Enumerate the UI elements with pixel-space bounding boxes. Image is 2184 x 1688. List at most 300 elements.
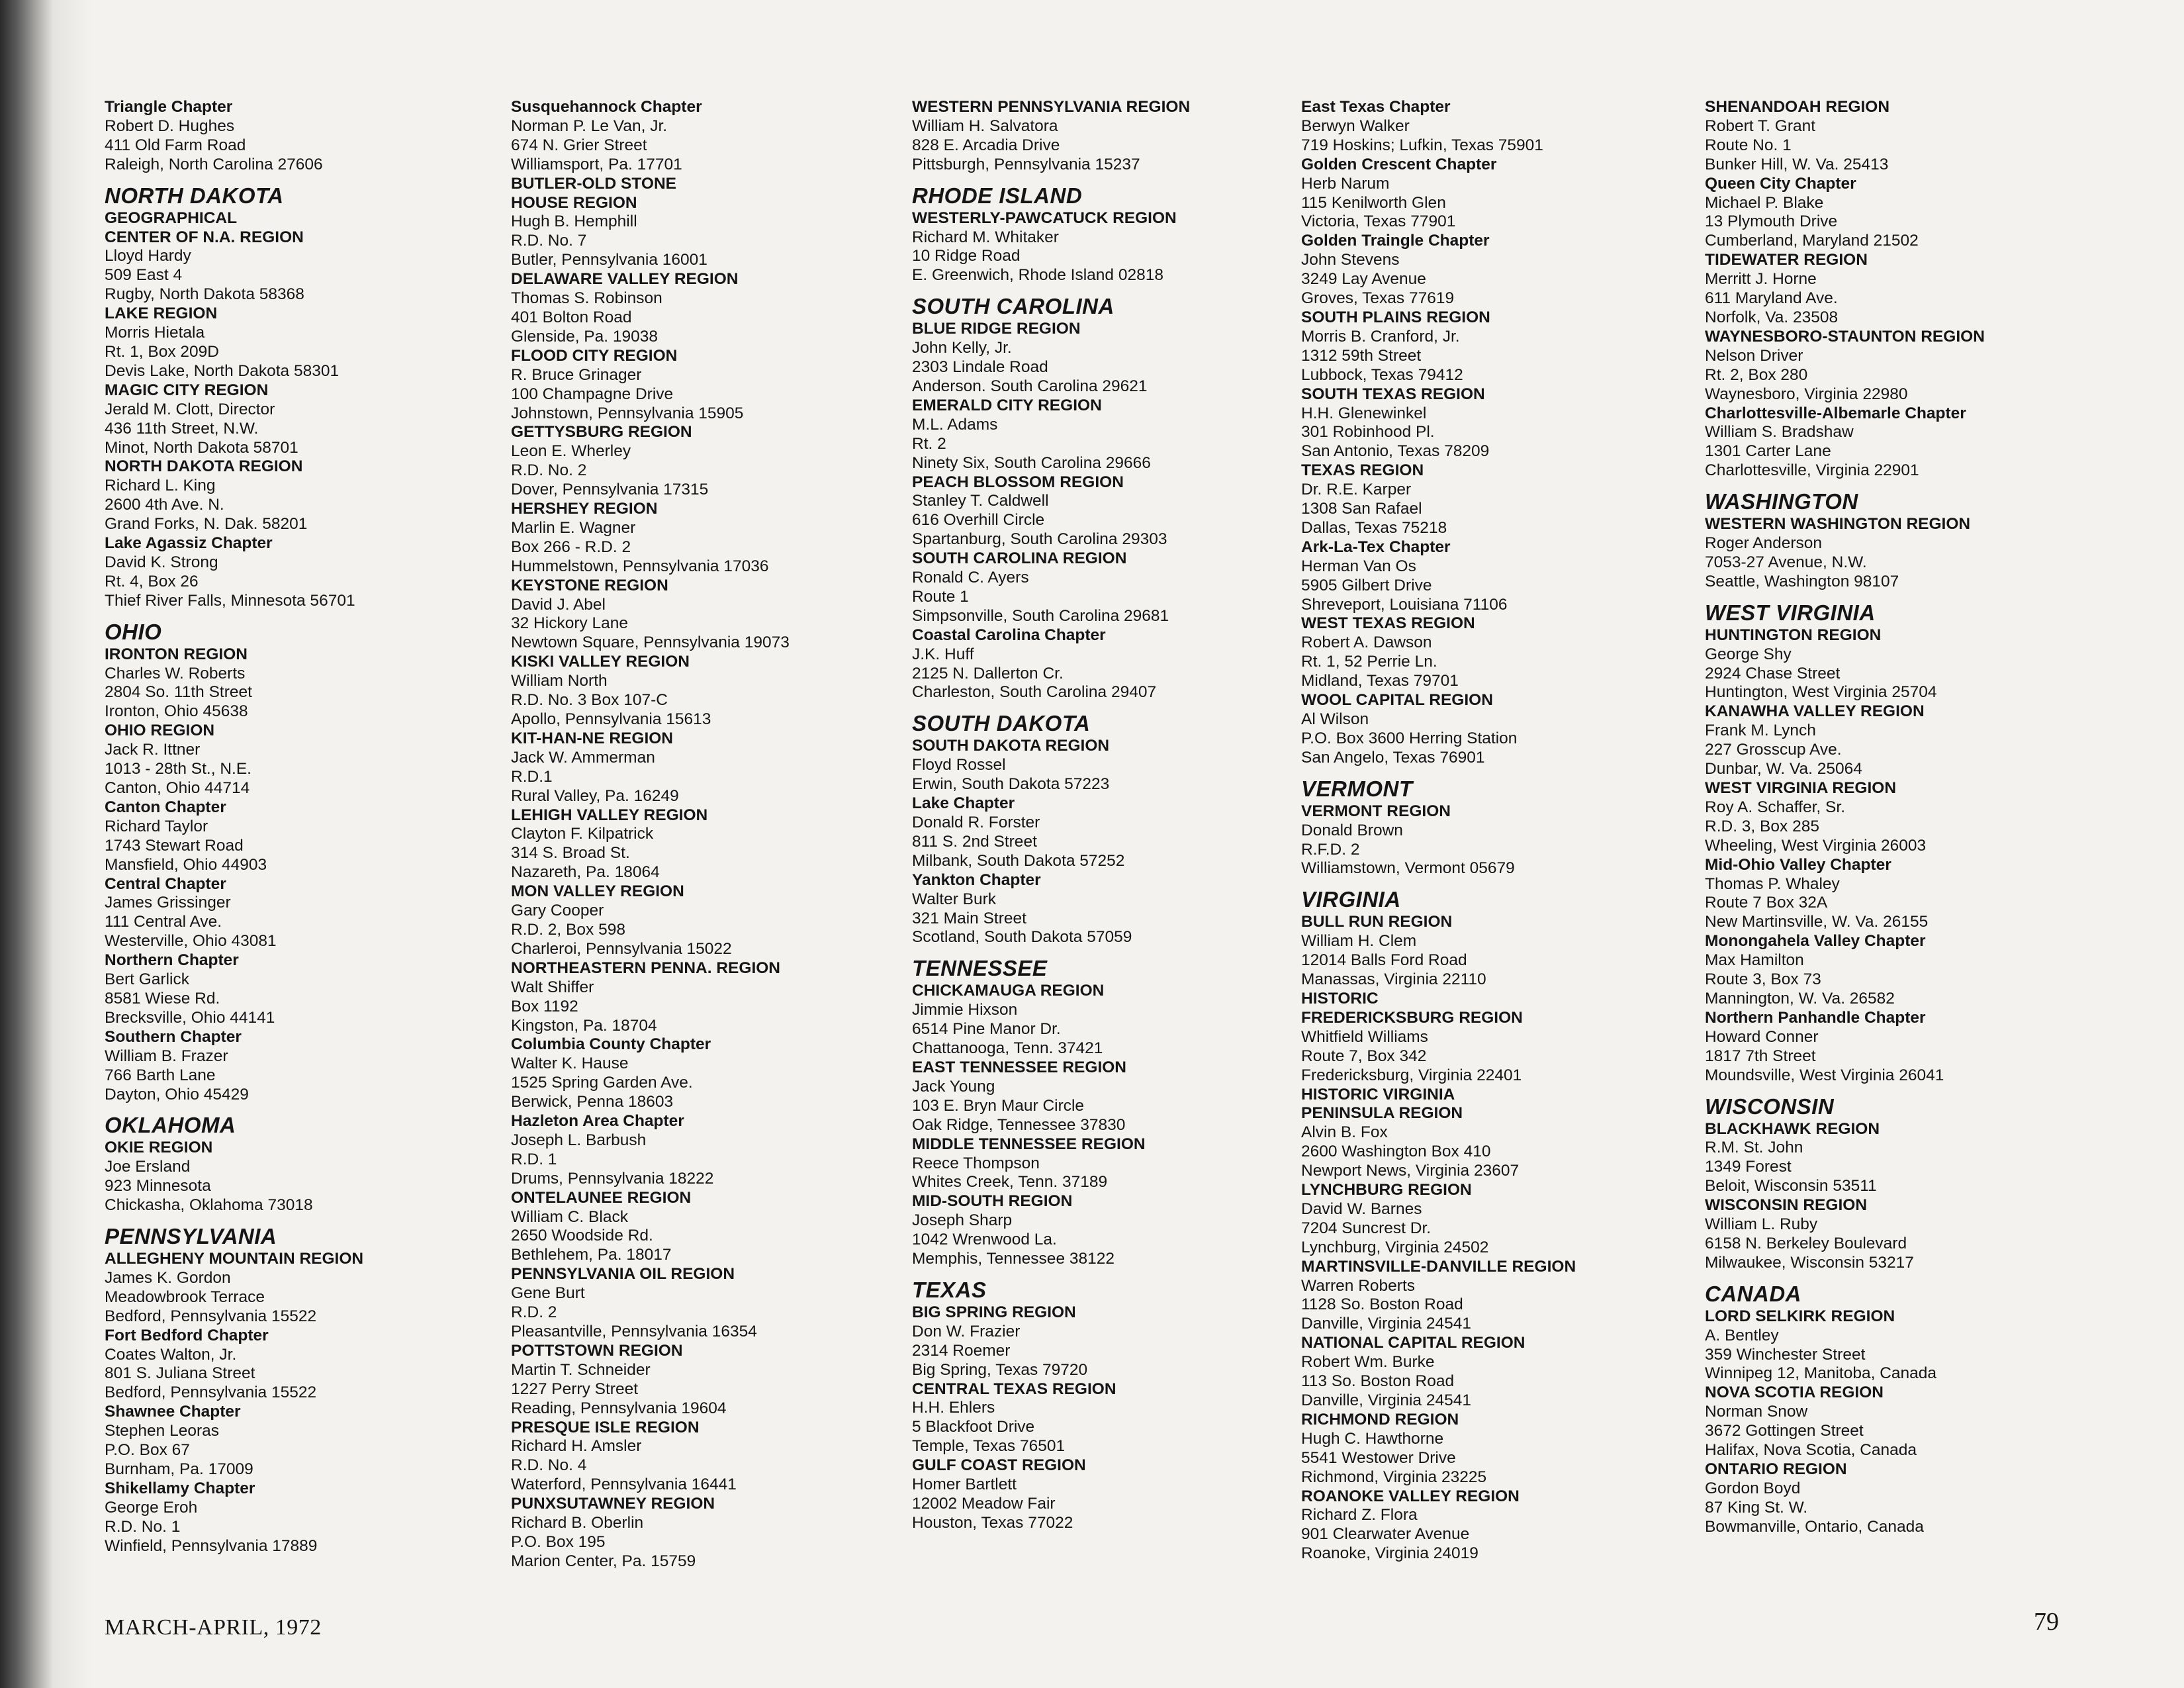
- entry-title: NATIONAL CAPITAL REGION: [1301, 1334, 1525, 1352]
- directory-entry: [105, 1028, 363, 1105]
- entry-title: BIG SPRING REGION: [912, 1303, 1076, 1321]
- entry-line: 411 Old Farm Road: [105, 136, 246, 154]
- directory-entry: [1301, 156, 1576, 232]
- entry-line: Meadowbrook Terrace: [105, 1288, 265, 1306]
- entry-line: Simpsonville, South Carolina 29681: [912, 606, 1169, 625]
- entry-title: WESTERLY-PAWCATUCK REGION: [912, 209, 1177, 227]
- entry-title: SHENANDOAH REGION: [1705, 98, 1890, 116]
- directory-entry: [1705, 856, 1985, 933]
- directory-entry: [1705, 404, 1985, 481]
- directory-entry: [912, 473, 1190, 550]
- entry-title: EAST TENNESSEE REGION: [912, 1058, 1127, 1076]
- entry-line: Ninety Six, South Carolina 29666: [912, 453, 1151, 472]
- directory-entry: [511, 806, 790, 883]
- entry-line: R.D. 1: [511, 1150, 557, 1168]
- entry-line: Clayton F. Kilpatrick: [511, 825, 654, 843]
- directory-entry: [1301, 913, 1576, 990]
- entry-line: 901 Clearwater Avenue: [1301, 1525, 1470, 1544]
- entry-line: Reece Thompson: [912, 1154, 1040, 1172]
- state-heading: PENNSYLVANIA: [105, 1224, 277, 1249]
- directory-entry: [511, 423, 790, 500]
- entry-line: Charles W. Roberts: [105, 664, 246, 682]
- entry-line: 113 So. Boston Road: [1301, 1372, 1455, 1391]
- entry-line: William B. Frazer: [105, 1047, 228, 1065]
- entry-line: Merritt J. Horne: [1705, 270, 1817, 289]
- entry-line: Walter Burk: [912, 890, 997, 908]
- entry-line: 2303 Lindale Road: [912, 358, 1048, 377]
- entry-title: FLOOD CITY REGION: [511, 346, 678, 365]
- entry-title: MIDDLE TENNESSEE REGION: [912, 1135, 1146, 1153]
- entry-line: 111 Central Ave.: [105, 913, 222, 931]
- entry-line: Oak Ridge, Tennessee 37830: [912, 1115, 1126, 1134]
- entry-line: 674 N. Grier Street: [511, 136, 647, 154]
- entry-line: Box 266 - R.D. 2: [511, 538, 631, 556]
- entry-line: 2924 Chase Street: [1705, 664, 1841, 682]
- entry-line: Temple, Texas 76501: [912, 1437, 1066, 1456]
- entry-title: Yankton Chapter: [912, 870, 1041, 889]
- entry-line: Stanley T. Caldwell: [912, 492, 1049, 510]
- entry-title: CENTRAL TEXAS REGION: [912, 1380, 1116, 1398]
- directory-entry: [1301, 1411, 1576, 1487]
- entry-line: Bethlehem, Pa. 18017: [511, 1246, 672, 1264]
- state-heading: RHODE ISLAND: [912, 183, 1083, 208]
- entry-line: Max Hamilton: [1705, 951, 1804, 970]
- directory-entry: [1301, 990, 1576, 1086]
- entry-title: HOUSE REGION: [511, 193, 637, 212]
- entry-line: 1042 Wrenwood La.: [912, 1231, 1057, 1249]
- directory-entry: [1301, 1181, 1576, 1258]
- state-heading: VIRGINIA: [1301, 887, 1401, 912]
- entry-title: ALLEGHENY MOUNTAIN REGION: [105, 1250, 364, 1268]
- entry-line: 1308 San Rafael: [1301, 500, 1422, 518]
- directory-entry: [511, 1419, 790, 1495]
- entry-line: Gordon Boyd: [1705, 1479, 1801, 1497]
- directory-entry: [912, 549, 1190, 626]
- state-heading: OKLAHOMA: [105, 1113, 236, 1138]
- entry-title: FREDERICKSBURG REGION: [1301, 1008, 1523, 1027]
- directory-entry: [912, 982, 1190, 1058]
- directory-entry: [1301, 802, 1576, 879]
- entry-line: Donald R. Forster: [912, 814, 1040, 831]
- directory-entry: [511, 882, 790, 959]
- entry-line: Dover, Pennsylvania 17315: [511, 481, 709, 499]
- entry-title: GULF COAST REGION: [912, 1456, 1086, 1475]
- entry-line: Nazareth, Pa. 18064: [511, 863, 660, 882]
- entry-line: E. Greenwich, Rhode Island 02818: [912, 266, 1163, 285]
- entry-title: PUNXSUTAWNEY REGION: [511, 1495, 715, 1513]
- directory-entry: [105, 1327, 363, 1403]
- directory-entry: [912, 1456, 1190, 1533]
- entry-line: R.D. No. 2: [511, 461, 587, 480]
- entry-title: HISTORIC VIRGINIA: [1301, 1085, 1455, 1103]
- entry-line: Grand Forks, N. Dak. 58201: [105, 515, 308, 534]
- entry-title: WEST TEXAS REGION: [1301, 614, 1475, 633]
- entry-line: Mannington, W. Va. 26582: [1705, 989, 1895, 1008]
- entry-line: Berwyn Walker: [1301, 117, 1410, 135]
- entry-line: William North: [511, 672, 608, 690]
- directory-entry: [1301, 614, 1576, 691]
- entry-line: Don W. Frazier: [912, 1322, 1021, 1340]
- entry-line: Moundsville, West Virginia 26041: [1705, 1066, 1944, 1084]
- entry-line: 509 East 4: [105, 266, 183, 285]
- directory-entry: [1705, 779, 1985, 856]
- entry-line: Robert A. Dawson: [1301, 633, 1432, 652]
- entry-line: 32 Hickory Lane: [511, 614, 629, 633]
- directory-entry: [1301, 308, 1576, 385]
- entry-title: LEHIGH VALLEY REGION: [511, 806, 708, 824]
- entry-line: 5541 Westower Drive: [1301, 1448, 1456, 1467]
- entry-line: Rt. 4, Box 26: [105, 572, 199, 590]
- entry-line: Richard M. Whitaker: [912, 228, 1059, 246]
- directory-entry: [1705, 328, 1985, 404]
- entry-title: WAYNESBORO-STAUNTON REGION: [1705, 327, 1985, 346]
- entry-line: 436 11th Street, N.W.: [105, 419, 259, 438]
- entry-title: LORD SELKIRK REGION: [1705, 1307, 1895, 1325]
- directory-entry: [1301, 691, 1576, 768]
- directory-entry: [511, 1189, 790, 1266]
- entry-line: Houston, Texas 77022: [912, 1513, 1073, 1532]
- state-heading: TENNESSEE: [912, 956, 1048, 981]
- entry-line: J.K. Huff: [912, 645, 974, 663]
- entry-line: Waynesboro, Virginia 22980: [1705, 385, 1908, 403]
- entry-title: LYNCHBURG REGION: [1301, 1181, 1472, 1199]
- entry-line: Reading, Pennsylvania 19604: [511, 1399, 727, 1417]
- directory-entry: [105, 1139, 363, 1215]
- entry-line: Alvin B. Fox: [1301, 1123, 1388, 1142]
- directory-entry: [511, 98, 790, 175]
- entry-title: TEXAS REGION: [1301, 461, 1424, 480]
- entry-line: Williamstown, Vermont 05679: [1301, 859, 1515, 878]
- entry-title: Golden Crescent Chapter: [1301, 155, 1497, 173]
- entry-title: Mid-Ohio Valley Chapter: [1705, 855, 1891, 874]
- entry-line: 611 Maryland Ave.: [1705, 289, 1838, 308]
- entry-title: WISCONSIN REGION: [1705, 1196, 1868, 1215]
- entry-line: Dr. R.E. Karper: [1301, 481, 1412, 499]
- entry-line: Brecksville, Ohio 44141: [105, 1008, 275, 1027]
- state-heading: WISCONSIN: [1705, 1094, 1835, 1119]
- entry-line: Westerville, Ohio 43081: [105, 932, 277, 951]
- entry-line: 10 Ridge Road: [912, 247, 1021, 265]
- entry-title: DELAWARE VALLEY REGION: [511, 270, 739, 289]
- state-heading: OHIO: [105, 619, 162, 644]
- entry-line: Stephen Leoras: [105, 1422, 219, 1440]
- directory-entry: [511, 175, 790, 271]
- entry-line: Bowmanville, Ontario, Canada: [1705, 1517, 1924, 1536]
- directory-entry: [105, 1403, 363, 1479]
- directory-entry: [912, 1380, 1190, 1457]
- entry-line: David J. Abel: [511, 595, 606, 614]
- entry-line: Rugby, North Dakota 58368: [105, 285, 304, 304]
- directory-entry: [105, 1479, 363, 1556]
- entry-line: Route 3, Box 73: [1705, 970, 1821, 989]
- directory-entry: [105, 951, 363, 1028]
- entry-title: OKIE REGION: [105, 1139, 213, 1157]
- state-heading: NORTH DAKOTA: [105, 183, 284, 208]
- entry-line: Charleroi, Pennsylvania 15022: [511, 939, 732, 958]
- entry-line: Berwick, Penna 18603: [511, 1093, 674, 1111]
- directory-entry: [511, 1112, 790, 1189]
- entry-line: Jimmie Hixson: [912, 1001, 1018, 1019]
- entry-line: Hugh C. Hawthorne: [1301, 1429, 1444, 1448]
- entry-line: Charlottesville, Virginia 22901: [1705, 461, 1919, 480]
- entry-title: Queen City Chapter: [1705, 174, 1856, 193]
- entry-line: Martin T. Schneider: [511, 1360, 651, 1379]
- entry-line: Bert Garlick: [105, 970, 189, 989]
- entry-title: Central Chapter: [105, 874, 226, 893]
- entry-title: POTTSTOWN REGION: [511, 1341, 683, 1360]
- state-heading: SOUTH CAROLINA: [912, 294, 1115, 319]
- directory-entry: [912, 737, 1190, 794]
- entry-line: Gary Cooper: [511, 902, 604, 920]
- entry-line: 616 Overhill Circle: [912, 511, 1045, 530]
- entry-line: Raleigh, North Carolina 27606: [105, 155, 323, 173]
- state-heading: TEXAS: [912, 1277, 987, 1302]
- entry-line: H.H. Ehlers: [912, 1399, 995, 1417]
- entry-line: Norman Snow: [1705, 1403, 1808, 1421]
- state-heading: WASHINGTON: [1705, 489, 1858, 514]
- entry-line: 1301 Carter Lane: [1705, 442, 1831, 461]
- directory-entry: [105, 645, 363, 722]
- entry-line: Floyd Rossel: [912, 756, 1006, 774]
- directory-entry: [105, 98, 363, 175]
- entry-line: John Kelly, Jr.: [912, 339, 1012, 357]
- entry-title: Triangle Chapter: [105, 98, 233, 116]
- directory-entry: [1705, 175, 1985, 252]
- entry-line: R.D. No. 4: [511, 1456, 587, 1475]
- entry-line: 2650 Woodside Rd.: [511, 1227, 653, 1245]
- directory-entry: [511, 1342, 790, 1419]
- entry-line: Michael P. Blake: [1705, 193, 1824, 212]
- entry-line: 103 E. Bryn Maur Circle: [912, 1096, 1085, 1115]
- entry-line: P.O. Box 3600 Herring Station: [1301, 729, 1518, 747]
- entry-title: MARTINSVILLE-DANVILLE REGION: [1301, 1257, 1576, 1276]
- entry-line: Route 7, Box 342: [1301, 1047, 1427, 1065]
- directory-entry: [511, 1265, 790, 1342]
- entry-title: PEACH BLOSSOM REGION: [912, 473, 1124, 491]
- entry-line: 100 Champagne Drive: [511, 385, 674, 403]
- entry-line: Whitfield Williams: [1301, 1027, 1428, 1046]
- entry-line: Rt. 2: [912, 434, 946, 453]
- entry-line: San Angelo, Texas 76901: [1301, 748, 1485, 767]
- entry-line: Route No. 1: [1705, 136, 1792, 154]
- directory-entry: [511, 1495, 790, 1571]
- directory-entry: [1705, 932, 1985, 1009]
- entry-line: Hugh B. Hemphill: [511, 212, 637, 231]
- directory-entry: [1705, 1196, 1985, 1273]
- entry-line: Richard Taylor: [105, 817, 208, 835]
- entry-title: NOVA SCOTIA REGION: [1705, 1383, 1884, 1402]
- entry-line: Howard Conner: [1705, 1027, 1819, 1046]
- entry-line: James Grissinger: [105, 894, 231, 912]
- entry-line: Warren Roberts: [1301, 1276, 1416, 1295]
- entry-line: Marion Center, Pa. 15759: [511, 1552, 696, 1570]
- directory-entry: [511, 959, 790, 1036]
- page-gutter-shade: [53, 0, 93, 1688]
- entry-line: 5905 Gilbert Drive: [1301, 576, 1432, 594]
- entry-line: Chattanooga, Tenn. 37421: [912, 1039, 1103, 1058]
- entry-line: Richard L. King: [105, 477, 216, 495]
- entry-title: Charlottesville-Albemarle Chapter: [1705, 404, 1966, 422]
- entry-line: Lynchburg, Virginia 24502: [1301, 1238, 1489, 1256]
- entry-line: Herman Van Os: [1301, 557, 1416, 575]
- entry-line: 7053-27 Avenue, N.W.: [1705, 553, 1867, 571]
- entry-title: BLACKHAWK REGION: [1705, 1119, 1880, 1138]
- entry-line: 2804 So. 11th Street: [105, 683, 252, 702]
- entry-line: Robert Wm. Burke: [1301, 1353, 1435, 1372]
- directory-entry: [511, 1035, 790, 1112]
- entry-line: 12002 Meadow Fair: [912, 1495, 1056, 1513]
- entry-line: William H. Clem: [1301, 932, 1417, 951]
- entry-line: 1525 Spring Garden Ave.: [511, 1074, 693, 1092]
- entry-title: HISTORIC: [1301, 989, 1379, 1008]
- entry-title: Hazleton Area Chapter: [511, 1112, 684, 1131]
- entry-line: M.L. Adams: [912, 415, 998, 434]
- directory-column-5: [1705, 98, 1985, 1537]
- entry-line: George Eroh: [105, 1498, 198, 1517]
- entry-line: 811 S. 2nd Street: [912, 832, 1037, 851]
- entry-line: Groves, Texas 77619: [1301, 289, 1455, 308]
- directory-entry: [1705, 98, 1985, 175]
- entry-title: OHIO REGION: [105, 722, 215, 740]
- state-heading: WEST VIRGINIA: [1705, 600, 1876, 625]
- entry-line: Apollo, Pennsylvania 15613: [511, 710, 711, 728]
- directory-entry: [1301, 1487, 1576, 1564]
- entry-title: HUNTINGTON REGION: [1705, 626, 1882, 644]
- directory-entry: [912, 320, 1190, 397]
- entry-title: KANAWHA VALLEY REGION: [1705, 702, 1925, 721]
- entry-title: GEOGRAPHICAL: [105, 209, 238, 227]
- entry-line: Rural Valley, Pa. 16249: [511, 786, 679, 805]
- entry-line: Norman P. Le Van, Jr.: [511, 117, 668, 135]
- entry-line: Jack Young: [912, 1077, 995, 1096]
- entry-line: William C. Black: [511, 1207, 628, 1226]
- entry-title: Lake Chapter: [912, 794, 1015, 813]
- entry-title: Coastal Carolina Chapter: [912, 626, 1106, 644]
- entry-title: WESTERN PENNSYLVANIA REGION: [912, 98, 1191, 116]
- directory-entry: [1301, 461, 1576, 538]
- entry-line: Richard H. Amsler: [511, 1437, 642, 1456]
- entry-line: David K. Strong: [105, 553, 218, 571]
- directory-entry: [912, 98, 1190, 175]
- entry-line: R.D. 3, Box 285: [1705, 817, 1819, 835]
- entry-line: Kingston, Pa. 18704: [511, 1016, 657, 1035]
- entry-line: Roger Anderson: [1705, 534, 1823, 553]
- entry-title: Ark-La-Tex Chapter: [1301, 538, 1451, 556]
- directory-entry: [105, 305, 363, 381]
- entry-line: Norfolk, Va. 23508: [1705, 308, 1839, 326]
- entry-line: Herb Narum: [1301, 174, 1390, 193]
- directory-column-4: [1301, 98, 1576, 1564]
- entry-line: Bedford, Pennsylvania 15522: [105, 1307, 317, 1325]
- entry-line: Hummelstown, Pennsylvania 17036: [511, 557, 769, 575]
- directory-entry: [1301, 98, 1576, 156]
- entry-title: Southern Chapter: [105, 1027, 242, 1046]
- entry-line: Bedford, Pennsylvania 15522: [105, 1383, 317, 1402]
- directory-entry: [1705, 515, 1985, 592]
- entry-title: VERMONT REGION: [1301, 802, 1451, 820]
- entry-line: Route 7 Box 32A: [1705, 894, 1828, 912]
- directory-entry: [1301, 1086, 1576, 1182]
- entry-title: Northern Panhandle Chapter: [1705, 1008, 1926, 1027]
- state-heading: VERMONT: [1301, 776, 1413, 801]
- entry-line: Joseph Sharp: [912, 1211, 1013, 1230]
- entry-title: SOUTH DAKOTA REGION: [912, 737, 1110, 755]
- entry-title: MID-SOUTH REGION: [912, 1192, 1073, 1211]
- directory-entry: [511, 729, 790, 806]
- entry-line: 2600 Washington Box 410: [1301, 1143, 1491, 1161]
- entry-line: Box 1192: [511, 997, 578, 1015]
- entry-line: Morris B. Cranford, Jr.: [1301, 327, 1460, 346]
- directory-entry: [1705, 1383, 1985, 1460]
- directory-entry: [1301, 1258, 1576, 1335]
- directory-entry: [912, 1058, 1190, 1135]
- entry-title: CENTER OF N.A. REGION: [105, 228, 304, 246]
- directory-entry: [912, 626, 1190, 703]
- entry-line: James K. Gordon: [105, 1268, 231, 1287]
- directory-entry: [912, 871, 1190, 948]
- state-heading: CANADA: [1705, 1281, 1801, 1306]
- directory-entry: [912, 1192, 1190, 1269]
- entry-line: Ronald C. Ayers: [912, 569, 1029, 587]
- entry-line: 2125 N. Dallerton Cr.: [912, 664, 1064, 682]
- entry-title: WEST VIRGINIA REGION: [1705, 779, 1897, 797]
- directory-entry: [912, 397, 1190, 473]
- directory-entry: [105, 457, 363, 534]
- directory-entry: [511, 577, 790, 653]
- entry-line: 12014 Balls Ford Road: [1301, 951, 1467, 970]
- entry-line: Danville, Virginia 24541: [1301, 1391, 1471, 1409]
- entry-title: SOUTH CAROLINA REGION: [912, 549, 1127, 568]
- entry-line: 5 Blackfoot Drive: [912, 1418, 1035, 1436]
- entry-title: Susquehannock Chapter: [511, 98, 702, 116]
- entry-line: Pittsburgh, Pennsylvania 15237: [912, 155, 1140, 173]
- entry-line: William H. Salvatora: [912, 117, 1058, 135]
- directory-entry: [105, 381, 363, 458]
- entry-line: Joseph L. Barbush: [511, 1131, 647, 1149]
- directory-entry: [1705, 251, 1985, 328]
- entry-line: John Stevens: [1301, 251, 1400, 269]
- entry-line: Glenside, Pa. 19038: [511, 327, 659, 346]
- entry-line: Lloyd Hardy: [105, 247, 191, 265]
- entry-line: Dayton, Ohio 45429: [105, 1085, 249, 1103]
- entry-line: Thief River Falls, Minnesota 56701: [105, 591, 355, 610]
- entry-line: R.M. St. John: [1705, 1139, 1803, 1157]
- entry-line: Dallas, Texas 75218: [1301, 518, 1447, 537]
- entry-title: Fort Bedford Chapter: [105, 1326, 269, 1344]
- directory-entry: [1301, 385, 1576, 462]
- entry-line: 87 King St. W.: [1705, 1498, 1808, 1517]
- entry-line: 7204 Suncrest Dr.: [1301, 1219, 1432, 1237]
- entry-line: Winnipeg 12, Manitoba, Canada: [1705, 1364, 1937, 1383]
- entry-line: 3249 Lay Avenue: [1301, 270, 1426, 289]
- entry-line: 6158 N. Berkeley Boulevard: [1705, 1234, 1907, 1252]
- issue-date: MARCH-APRIL, 1972: [105, 1615, 322, 1640]
- entry-line: Midland, Texas 79701: [1301, 672, 1459, 690]
- entry-line: Pleasantville, Pennsylvania 16354: [511, 1323, 757, 1340]
- entry-line: Richard Z. Flora: [1301, 1506, 1418, 1524]
- entry-line: 115 Kenilworth Glen: [1301, 193, 1446, 212]
- entry-title: Golden Traingle Chapter: [1301, 232, 1490, 250]
- entry-line: 3672 Gottingen Street: [1705, 1422, 1864, 1440]
- entry-line: Manassas, Virginia 22110: [1301, 970, 1486, 989]
- entry-line: Cumberland, Maryland 21502: [1705, 232, 1919, 250]
- entry-line: Lubbock, Texas 79412: [1301, 365, 1463, 384]
- entry-title: ONTELAUNEE REGION: [511, 1188, 692, 1207]
- directory-entry: [511, 653, 790, 729]
- entry-line: Minot, North Dakota 58701: [105, 438, 298, 457]
- entry-line: 719 Hoskins; Lufkin, Texas 75901: [1301, 136, 1543, 154]
- entry-line: R.D. 2, Box 598: [511, 920, 625, 939]
